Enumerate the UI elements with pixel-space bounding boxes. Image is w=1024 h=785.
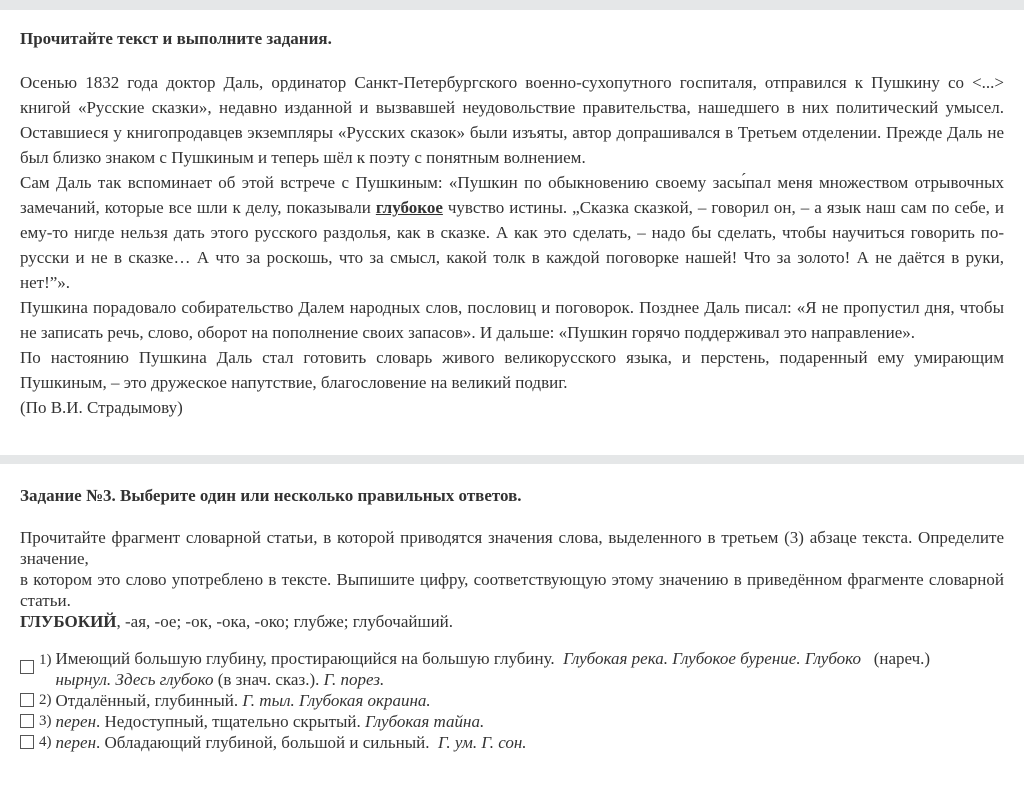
- highlighted-word: глубокое: [375, 198, 443, 217]
- option-1-number: 1): [39, 652, 52, 668]
- reading-heading: Прочитайте текст и выполните задания.: [20, 29, 332, 48]
- option-1-note: (нареч.): [873, 649, 931, 668]
- paragraph-1: Осенью 1832 года доктор Даль, ординатор Санкт-Петербургского военно-сухопутного госпиталя, отправился к Пушкину со <...> книгой «Русские сказки», недавно изданной и вызвавшей неудовольствие правительства, нашедшего в них политический умысел. Оставшиеся у книгопродавцев экземпляры «Русских сказок» были изъяты, автор допрашивался в Третьем отделении. Прежде Даль не был близко знаком с Пушкиным и теперь шёл к поэту с понятным волнением.: [20, 73, 1004, 167]
- paragraph-2-start: Сам Даль так вспоминает об этой встрече с Пушкиным: «Пушкин по обыкновению своему засы́пал меня множеством отрывочных замечаний, которые все шли к делу, показывали: [20, 173, 1004, 217]
- option-1-definition: Имеющий большую глубину, простирающийся на большую глубину.: [55, 649, 555, 668]
- task-instructions-line-2: в котором это слово употреблено в тексте. Выпишите цифру, соответствующую этому значению в приведённом фрагменте словарной статьи.: [20, 570, 1004, 610]
- task-heading: Задание №3. Выберите один или несколько правильных ответов.: [20, 486, 522, 505]
- option-2-text: [56, 690, 1005, 711]
- option-1-examples-3: Г. порез.: [323, 670, 385, 689]
- top-band: [0, 0, 1024, 10]
- task-instructions-line-1: Прочитайте фрагмент словарной статьи, в которой приводятся значения слова, выделенного в третьем (3) абзаце текста. Определите значение,: [20, 528, 1004, 568]
- paragraph-2-end: чувство истины. „Сказка сказкой, – говорил он, – а язык наш сам по себе, и ему-то нигде нельзя дать этого русского раздолья, как в сказке. А как это сделать, – надо бы сделать, чтобы научиться говорить по-русски и не в сказке… А что за роскошь, что за смысл, какой толк в каждой поговорке нашей! Что за золото! А не даётся в руки, нет!”».: [20, 198, 1004, 292]
- dictionary-headword-line: [20, 611, 1004, 632]
- option-4-text: [56, 732, 1005, 753]
- option-4-checkbox[interactable]: [20, 735, 34, 749]
- option-2-number: 2): [39, 692, 52, 708]
- dictionary-headword: ГЛУБОКИЙ: [20, 612, 117, 631]
- answer-option-1[interactable]: [20, 648, 1004, 690]
- option-4-definition: . Обладающий глубиной, большой и сильный.: [96, 733, 430, 752]
- option-1-examples-2: нырнул. Здесь глубоко: [55, 670, 214, 689]
- option-1-text: [56, 648, 1005, 690]
- source-attribution: (По В.И. Страдымову): [20, 398, 183, 417]
- dictionary-forms: , -ая, -ое; -ок, -ока, -око; глубже; глубочайший.: [116, 612, 454, 631]
- option-2-checkbox[interactable]: [20, 693, 34, 707]
- option-3-label: перен: [55, 712, 97, 731]
- option-2-definition: Отдалённый, глубинный.: [55, 691, 239, 710]
- option-3-text: [56, 711, 1005, 732]
- option-4-number: 4): [39, 734, 52, 750]
- option-3-number: 3): [39, 713, 52, 729]
- paragraph-4: По настоянию Пушкина Даль стал готовить словарь живого великорусского языка, и перстень, подаренный ему умирающим Пушкиным, – это дружеское напутствие, благословение на великий подвиг.: [20, 348, 1004, 392]
- option-4-examples: Г. ум. Г. сон.: [438, 733, 527, 752]
- reading-panel: [0, 10, 1024, 455]
- section-divider: [0, 455, 1024, 464]
- paragraph-2: [20, 170, 1004, 295]
- task-panel: [0, 464, 1024, 753]
- answer-option-3[interactable]: [20, 711, 1004, 732]
- answer-option-4[interactable]: [20, 732, 1004, 753]
- option-2-examples: Г. тыл. Глубокая окраина.: [242, 691, 431, 710]
- answer-option-2[interactable]: [20, 690, 1004, 711]
- task-instructions: [20, 527, 1004, 611]
- option-3-checkbox[interactable]: [20, 714, 34, 728]
- option-1-checkbox[interactable]: [20, 660, 34, 674]
- paragraph-3: Пушкина порадовало собирательство Далем народных слов, пословиц и поговорок. Позднее Даль писал: «Я не пропустил дня, чтобы не записать речь, слово, оборот на пополнение своих запасов». И дальше: «Пушкин горячо поддерживал это направление».: [20, 298, 1004, 342]
- option-1-note-2: (в знач. сказ.).: [217, 670, 320, 689]
- option-3-examples: Глубокая тайна.: [365, 712, 485, 731]
- option-3-definition: . Недоступный, тщательно скрытый.: [96, 712, 361, 731]
- option-4-label: перен: [55, 733, 97, 752]
- option-1-examples: Глубокая река. Глубокое бурение. Глубоко: [563, 649, 861, 668]
